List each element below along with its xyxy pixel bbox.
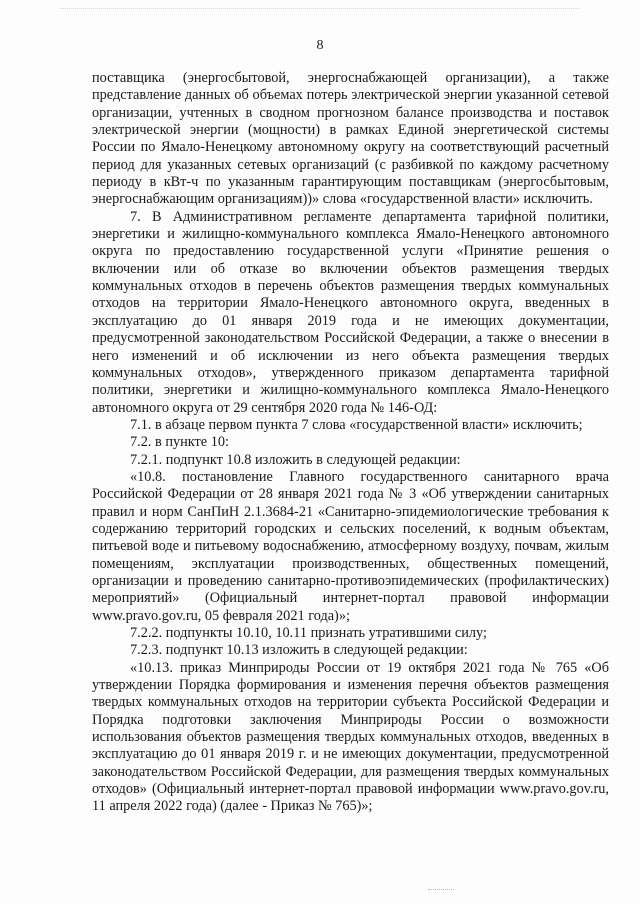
paragraph-item-7-2-3: 7.2.3. подпункт 10.13 изложить в следующей редакции: xyxy=(130,642,468,659)
paragraph-item-7-2-1: 7.2.1. подпункт 10.8 изложить в следующей редакции: xyxy=(130,451,461,468)
paragraph-item-7-2-2: 7.2.2. подпункты 10.10, 10.11 признать утратившими силу; xyxy=(130,625,487,641)
paragraph-continuation: поставщика (энергосбытовой, энергоснабжающей организации), а также представление данных об объемах потерь электрической энергии указанной сетевой организации, учтенных в сводном прогнозном балансе производства и поставок электрической энергии (мощности) в рамках Единой энергетической системы России по Ямало-Ненецкому автономному округу на соответствующий расчетный период для указанных сетевых организаций (с разбивкой по каждому расчетному периоду в кВт-ч по указанным гарантирующим поставщикам (энергосбытовым, энергоснабжающим организациям))» слова «государственной власти» исключить. xyxy=(92,70,609,208)
scan-artifact-top xyxy=(60,8,580,13)
scan-artifact-bottom xyxy=(428,889,454,893)
document-body xyxy=(92,70,609,816)
paragraph-quote-10-8: «10.8. постановление Главного государственного санитарного врача Российской Федерации от 28 января 2021 года № 3 «Об утверждении санитарных правил и норм СанПиН 2.1.3684-21 «Санитарно-эпидемиологические требования к содержанию территорий городских и сельских поселений, к водным объектам, питьевой воде и питьевому водоснабжению, атмосферному воздуху, почвам, жилым помещениям, эксплуатации производственных, общественных помещений, организации и проведению санитарно-противоэпидемических (профилактических) мероприятий» (Официальный интернет-портал правовой информации www.pravo.gov.ru, 05 февраля 2021 года)»; xyxy=(92,468,609,624)
paragraph-item-7-1: 7.1. в абзаце первом пункта 7 слова «государственной власти» исключить; xyxy=(130,416,583,433)
paragraph-item-7: 7. В Административном регламенте департамента тарифной политики, энергетики и жилищно-коммунального комплекса Ямало-Ненецкого автономного округа по предоставлению государственной услуги «Принятие решения о включении или об отказе во включении объектов размещения твердых коммунальных отходов в перечень объектов размещения твердых коммунальных отходов на территории Ямало-Ненецкого автономного округа, введенных в эксплуатацию до 01 января 2019 года и не имеющих документации, предусмотренной законодательством Российской Федерации, а также о внесении в него изменений и об исключении из него объекта размещения твердых коммунальных отходов», утвержденного приказом департамента тарифной политики, энергетики и жилищно-коммунального комплекса Ямало-Ненецкого автономного округа от 29 сентября 2020 года № 146-ОД: xyxy=(92,208,609,416)
page-number: 8 xyxy=(316,38,324,53)
paragraph-item-7-2: 7.2. в пункте 10: xyxy=(130,434,229,451)
paragraph-quote-10-13: «10.13. приказ Минприроды России от 19 октября 2021 года № 765 «Об утверждении Порядка формирования и изменения перечня объектов размещения твердых коммунальных отходов на территории субъекта Российской Федерации и Порядка подготовки заключения Минприроды России о возможности использования объектов размещения твердых коммунальных отходов, введенных в эксплуатацию до 01 января 2019 г. и не имеющих документации, предусмотренной законодательством Российской Федерации, для размещения твердых коммунальных отходов» (Официальный интернет-портал правовой информации www.pravo.gov.ru, 11 апреля 2022 года) (далее - Приказ № 765)»; xyxy=(92,659,609,815)
